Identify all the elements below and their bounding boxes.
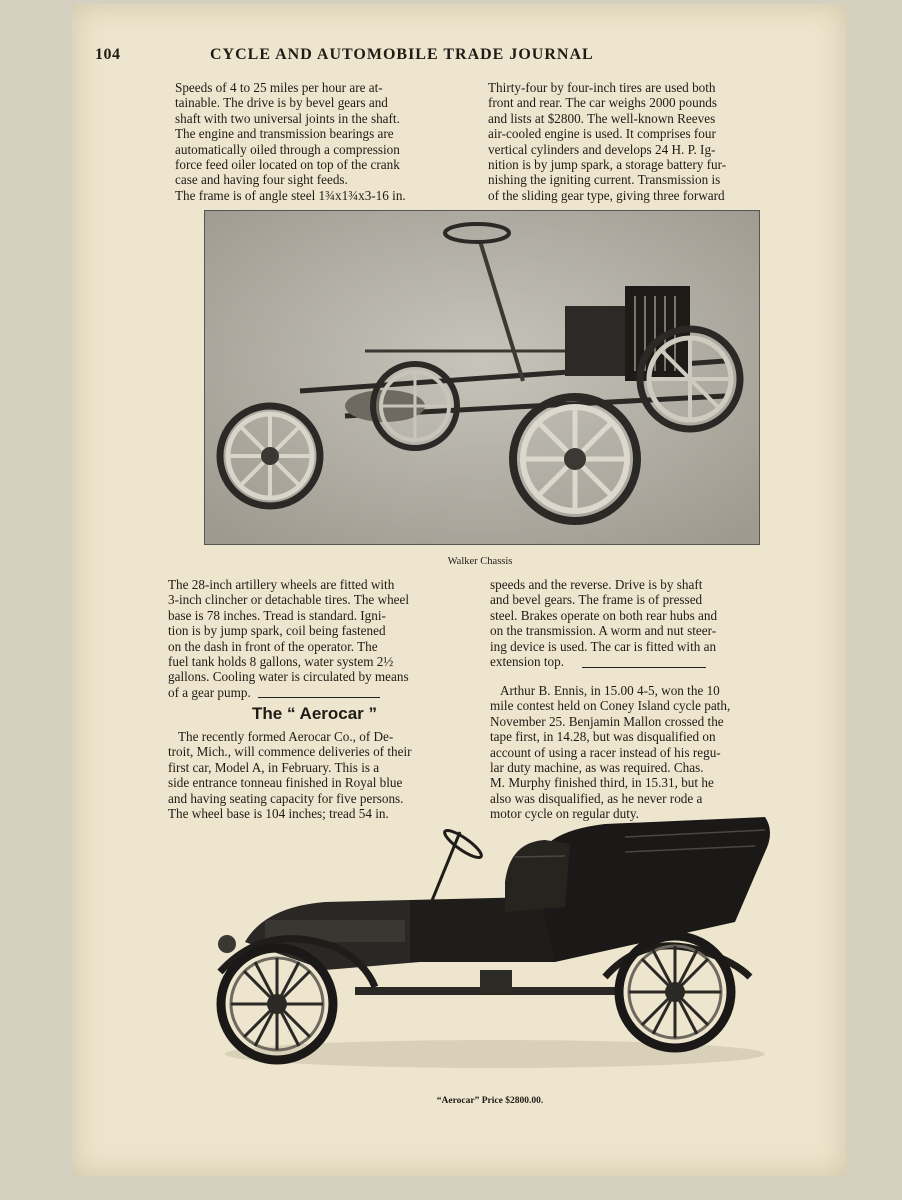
text-line: The frame is of angle steel 1¾x1¾x3-16 in. — [175, 187, 406, 203]
text-line: side entrance tonneau finished in Royal blue — [168, 775, 403, 791]
text-line: and having seating capacity for five persons. — [168, 790, 404, 806]
text-line: tape first, in 14.28, but was disqualified on — [490, 729, 716, 745]
section-divider — [258, 697, 380, 698]
text-line: nishing the igniting current. Transmission is — [488, 172, 721, 188]
text-line: Arthur B. Ennis, in 15.00 4-5, won the 10 — [500, 683, 720, 698]
column-aerocar — [168, 729, 470, 821]
text-line: motor cycle on regular duty. — [490, 806, 639, 822]
text-line: lar duty machine, as was required. Chas. — [490, 760, 704, 776]
text-line: vertical cylinders and develops 24 H. P. Ig- — [488, 141, 716, 157]
text-line: The recently formed Aerocar Co., of De- — [178, 729, 394, 744]
text-line: tion is by jump spark, coil being fastened — [168, 623, 386, 639]
text-line: force feed oiler located on top of the crank — [175, 157, 400, 173]
column-top-right — [488, 80, 796, 203]
page-number: 104 — [95, 46, 121, 63]
aerocar-drawing — [205, 812, 775, 1077]
section-divider — [582, 667, 706, 668]
text-line: account of using a racer instead of his regu- — [490, 744, 721, 760]
column-mid-right — [490, 577, 796, 669]
chassis-illustration — [205, 211, 759, 544]
text-line: automatically oiled through a compression — [175, 141, 400, 157]
text-line: front and rear. The car weighs 2000 pounds — [488, 95, 718, 111]
text-line: and bevel gears. The frame is of pressed — [490, 592, 703, 608]
chassis-caption: Walker Chassis — [447, 556, 513, 567]
text-line: M. Murphy finished third, in 15.31, but he — [490, 775, 714, 791]
text-line: troit, Mich., will commence deliveries of their — [168, 744, 412, 760]
column-ennis — [490, 683, 796, 822]
text-line: gallons. Cooling water is circulated by means — [168, 669, 409, 685]
text-line: The engine and transmission bearings are — [175, 126, 394, 142]
text-line: 3-inch clincher or detachable tires. The wheel — [168, 592, 410, 608]
text-line: extension top. — [490, 654, 564, 670]
text-line: case and having four sight feeds. — [175, 172, 348, 188]
text-line: mile contest held on Coney Island cycle path, — [490, 698, 731, 714]
text-line: November 25. Benjamin Mallon crossed the — [490, 713, 724, 729]
column-mid-left — [168, 577, 470, 700]
text-line: and lists at $2800. The well-known Reeves — [488, 110, 716, 126]
text-line: base is 78 inches. Tread is standard. Igni- — [168, 607, 386, 623]
chassis-photo — [204, 210, 760, 545]
text-line: nition is by jump spark, a storage battery fur- — [488, 157, 727, 173]
text-line: shaft with two universal joints in the shaft. — [175, 110, 400, 126]
text-line: steel. Brakes operate on both rear hubs and — [490, 607, 718, 623]
text-line: fuel tank holds 8 gallons, water system 2½ — [168, 654, 394, 670]
journal-title: CYCLE AND AUTOMOBILE TRADE JOURNAL — [210, 46, 594, 63]
text-line: on the transmission. A worm and nut steer- — [490, 623, 717, 639]
text-line: of the sliding gear type, giving three forward — [488, 187, 725, 203]
text-line: The wheel base is 104 inches; tread 54 in. — [168, 806, 389, 822]
text-line: speeds and the reverse. Drive is by shaft — [490, 577, 703, 592]
aerocar-illustration — [205, 812, 775, 1077]
text-line: Speeds of 4 to 25 miles per hour are at- — [175, 80, 383, 95]
text-line: ing device is used. The car is fitted with an — [490, 638, 717, 654]
aerocar-caption: “Aerocar” Price $2800.00. — [436, 1096, 544, 1106]
text-line: of a gear pump. — [168, 684, 251, 700]
text-line: Thirty-four by four-inch tires are used both — [488, 80, 716, 95]
text-line: air-cooled engine is used. It comprises four — [488, 126, 716, 142]
text-line: on the dash in front of the operator. The — [168, 638, 378, 654]
text-line: first car, Model A, in February. This is a — [168, 759, 380, 775]
text-line: tainable. The drive is by bevel gears and — [175, 95, 388, 111]
aerocar-heading: The “ Aerocar ” — [252, 704, 378, 723]
text-line: The 28-inch artillery wheels are fitted with — [168, 577, 395, 592]
text-line: also was disqualified, as he never rode a — [490, 790, 703, 806]
column-top-left — [175, 80, 470, 203]
